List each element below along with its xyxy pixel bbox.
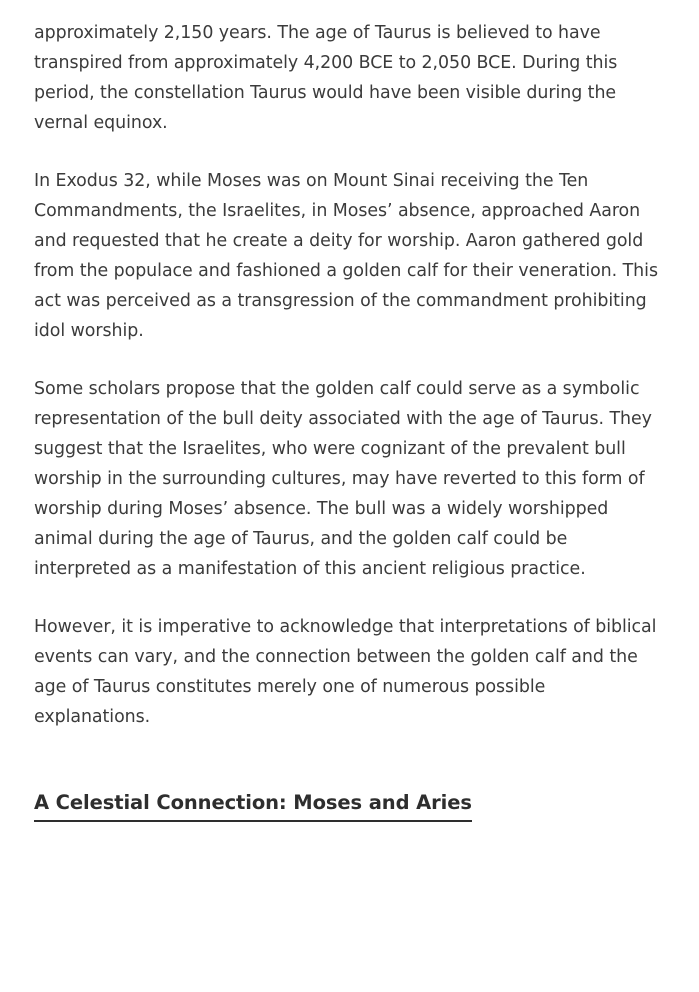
body-paragraph: approximately 2,150 years. The age of Taurus is believed to have transpired from approximately 4,200 BCE to 2,050 BCE. During this period, the constellation Taurus would have been visible during the vernal equinox. <box>34 23 618 133</box>
body-paragraph: However, it is imperative to acknowledge that interpretations of biblical events can vary, and the connection between the golden calf and the age of Taurus constitutes merely one of numerous possible explanations. <box>34 617 657 727</box>
section-heading: A Celestial Connection: Moses and Aries <box>34 788 472 822</box>
body-paragraph: Some scholars propose that the golden calf could serve as a symbolic representation of the bull deity associated with the age of Taurus. They suggest that the Israelites, who were cognizant of the prevalent bull worship in the surrounding cultures, may have reverted to this form of worship during Moses’ absence. The bull was a widely worshipped animal during the age of Taurus, and the golden calf could be interpreted as a manifestation of this ancient religious practice. <box>34 379 652 579</box>
body-paragraph: In Exodus 32, while Moses was on Mount Sinai receiving the Ten Commandments, the Israelites, in Moses’ absence, approached Aaron and requested that he create a deity for worship. Aaron gathered gold from the populace and fashioned a golden calf for their veneration. This act was perceived as a transgression of the commandment prohibiting idol worship. <box>34 171 658 341</box>
section-heading-container <box>34 758 665 822</box>
